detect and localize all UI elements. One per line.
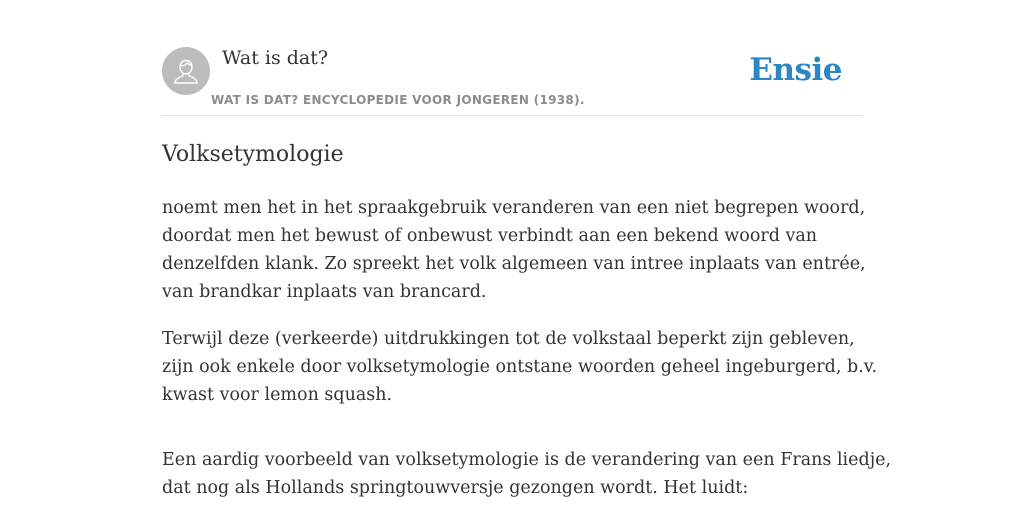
article-paragraph xyxy=(162,325,878,409)
paragraph-line: dat nog als Hollands springtouwversje gezongen wordt. Het luidt: xyxy=(162,478,749,498)
paragraph-line: doordat men het bewust of onbewust verbindt aan een bekend woord van xyxy=(162,226,818,246)
article xyxy=(162,140,892,512)
paragraph-line: Een aardig voorbeeld van volksetymologie is de verandering van een Frans liedje, xyxy=(162,450,892,470)
paragraph-line: denzelfden klank. Zo spreekt het volk algemeen van intree inplaats van entrée, xyxy=(162,254,866,274)
source-title[interactable]: Wat is dat? xyxy=(222,47,329,69)
paragraph-line: Terwijl deze (verkeerde) uitdrukkingen tot de volkstaal beperkt zijn gebleven, xyxy=(162,329,855,349)
paragraph-line: zijn ook enkele door volksetymologie ontstane woorden geheel ingeburgerd, b.v. xyxy=(162,357,878,377)
paragraph-line: noemt men het in het spraakgebruik veranderen van een niet begrepen woord, xyxy=(162,198,866,218)
article-title: Volksetymologie xyxy=(162,142,344,167)
paragraph-line: van brandkar inplaats van brancard. xyxy=(162,282,487,302)
article-paragraph xyxy=(162,446,892,502)
article-paragraph xyxy=(162,194,864,306)
paragraph-line: kwast voor lemon squash. xyxy=(162,385,393,405)
source-header xyxy=(162,46,862,116)
user-silhouette-icon[interactable] xyxy=(162,47,210,95)
source-subtitle: WAT IS DAT? ENCYCLOPEDIE VOOR JONGEREN (1938). xyxy=(211,93,585,107)
brand-logo[interactable]: Ensie xyxy=(749,52,842,88)
